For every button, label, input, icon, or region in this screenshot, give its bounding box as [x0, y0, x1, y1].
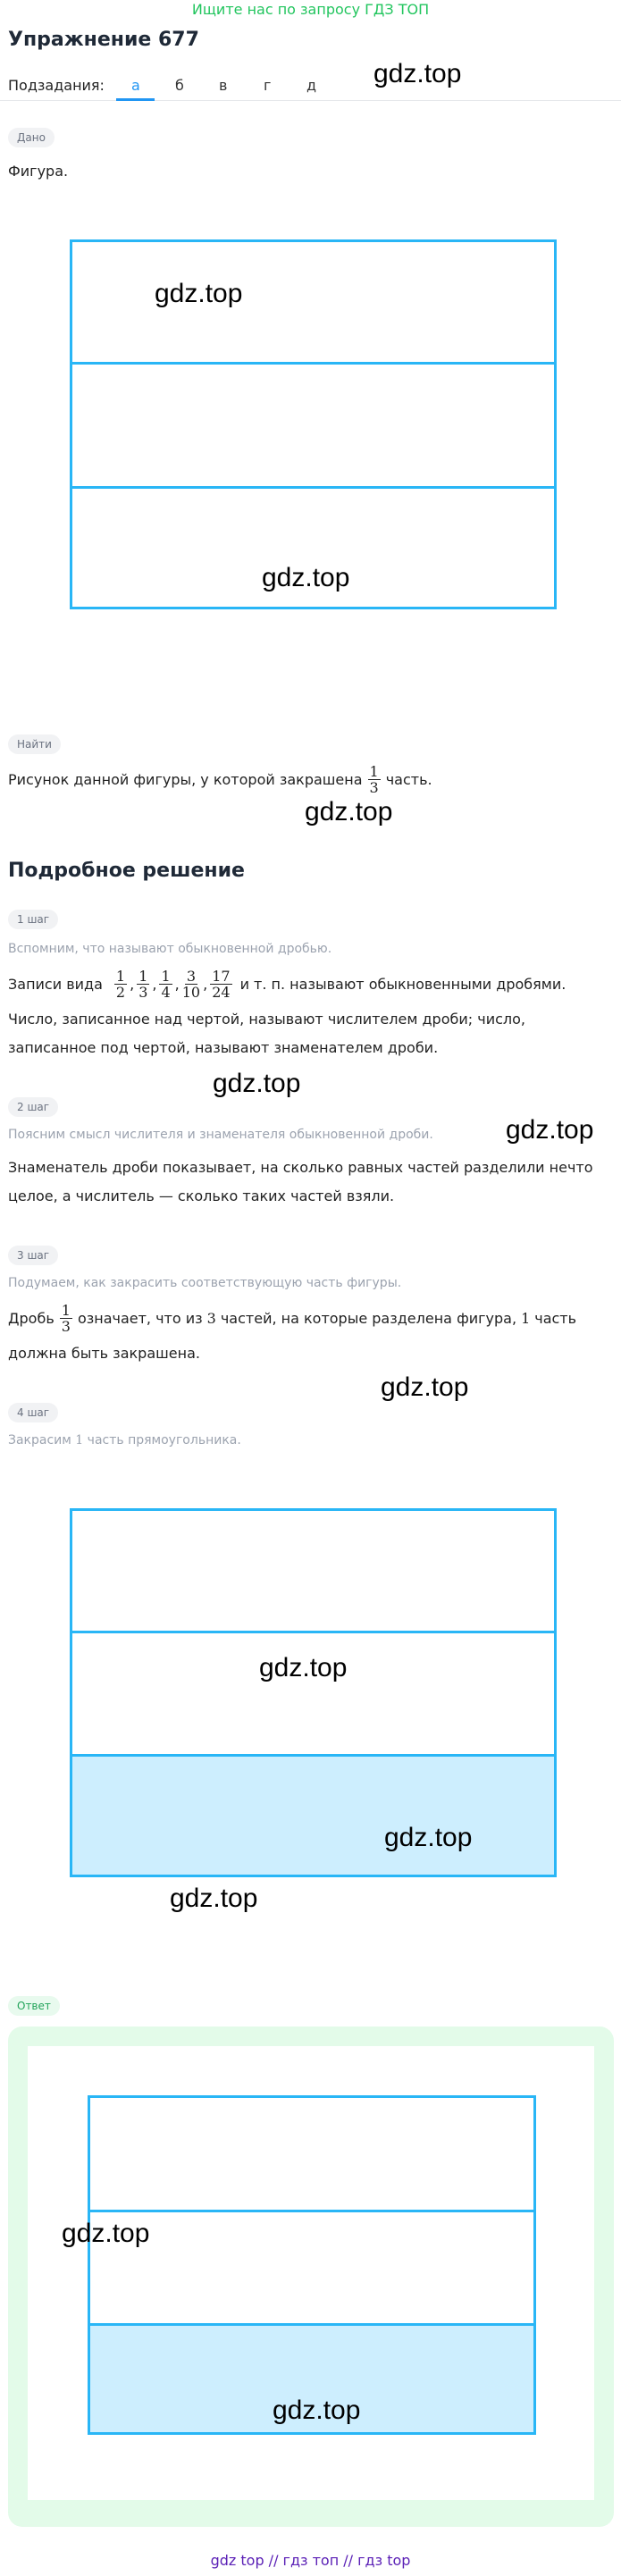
fraction-17-24: $\frac{17}{24}$ — [212, 968, 231, 1001]
watermark: gdz.top — [262, 563, 350, 592]
figure-rectangle — [70, 239, 557, 609]
step3-line1-before: Дробь — [8, 1309, 55, 1327]
watermark: gdz.top — [155, 279, 243, 308]
step3-number-3: 3 — [206, 1309, 216, 1327]
step3-line2: должна быть закрашена. — [8, 1345, 200, 1362]
fraction-1-3: $\frac{1}{3}$ — [138, 968, 148, 1001]
step1-line1: Записи вида $\frac{1}{2}$ , $\frac{1}{3}$ , $\frac{1}{4}$ , $\frac{3}{10}$ , $\frac{17}{24}$ и т. п. называют обыкновенными дробями. — [8, 968, 566, 1001]
watermark: gdz.top — [213, 1069, 301, 1098]
step1-line1-after: и т. п. называют обыкновенными дробями. — [239, 975, 566, 993]
fraction-1-2: $\frac{1}{2}$ — [115, 968, 126, 1001]
watermark: gdz.top — [62, 2219, 150, 2248]
answer-figure-divider-2 — [88, 2323, 536, 2326]
step3-line1-mid: означает, что из — [77, 1309, 203, 1327]
step1-badge: 1 шаг — [8, 910, 58, 929]
step3-line1-end: часть — [534, 1309, 577, 1327]
step3-line1-after: частей, на которые разделена фигура, — [220, 1309, 517, 1327]
watermark: gdz.top — [273, 2396, 361, 2425]
step3-fraction: $\frac{1}{3}$ — [61, 1302, 71, 1335]
step3-number-1: 1 — [521, 1309, 531, 1327]
watermark: gdz.top — [259, 1653, 348, 1682]
fraction-3-10: $\frac{3}{10}$ — [181, 968, 201, 1001]
subtasks-label: Подзадания: — [8, 77, 105, 94]
tabs-divider — [0, 100, 621, 101]
figure2-rectangle — [70, 1508, 557, 1877]
solution-title: Подробное решение — [8, 860, 245, 882]
step2-hint: Поясним смысл числителя и знаменателя обыкновенной дроби. — [8, 1128, 433, 1142]
step4-hint-number: 1 — [75, 1433, 84, 1447]
answer-figure-rectangle — [88, 2095, 536, 2435]
step3-line1 — [8, 1303, 576, 1334]
watermark: gdz.top — [384, 1823, 473, 1852]
figure2-divider-1 — [70, 1631, 557, 1633]
step4-hint-after: часть прямоугольника. — [87, 1433, 241, 1447]
find-fraction: $\frac{1}{3}$ — [369, 763, 379, 796]
tab-d[interactable]: д — [306, 77, 317, 94]
tab-v[interactable]: в — [219, 77, 228, 94]
figure2-divider-2 — [70, 1754, 557, 1757]
step2-line2: целое, а числитель — сколько таких частей взяли. — [8, 1187, 395, 1204]
step4-hint-before: Закрасим — [8, 1433, 71, 1447]
step1-hint: Вспомним, что называют обыкновенной дробью. — [8, 942, 332, 956]
answer-figure-divider-1 — [88, 2210, 536, 2212]
top-search-link[interactable]: Ищите нас по запросу ГДЗ ТОП — [191, 1, 430, 18]
step3-badge: 3 шаг — [8, 1246, 58, 1265]
figure-divider-2 — [70, 486, 557, 489]
step4-badge: 4 шаг — [8, 1403, 58, 1422]
find-text-before: Рисунок данной фигуры, у которой закрашена — [8, 770, 363, 788]
step1-line2: Число, записанное над чертой, называют числителем дроби; число, — [8, 1011, 525, 1028]
find-text-after: часть. — [385, 770, 432, 788]
find-badge: Найти — [8, 734, 61, 754]
active-tab-underline — [116, 98, 155, 101]
watermark: gdz.top — [381, 1372, 469, 1402]
watermark: gdz.top — [373, 59, 462, 88]
footer-links[interactable]: gdz top // гдз топ // гдз top — [210, 2552, 411, 2569]
tab-a[interactable]: а — [131, 77, 140, 94]
fraction-1-4: $\frac{1}{4}$ — [161, 968, 171, 1001]
answer-badge: Ответ — [8, 1996, 60, 2016]
tab-b[interactable]: б — [175, 77, 184, 94]
given-text: Фигура. — [8, 163, 69, 180]
step1-line1-before: Записи вида — [8, 975, 103, 993]
watermark: gdz.top — [305, 797, 393, 827]
watermark: gdz.top — [170, 1884, 258, 1913]
given-badge: Дано — [8, 128, 55, 147]
step2-line1: Знаменатель дроби показывает, на сколько равных частей разделили нечто — [8, 1159, 593, 1176]
step1-line3: записанное под чертой, называют знаменателем дроби. — [8, 1039, 439, 1056]
figure-divider-1 — [70, 362, 557, 365]
find-text — [8, 764, 432, 795]
tab-g[interactable]: г — [264, 77, 272, 94]
step4-hint — [8, 1433, 241, 1447]
step2-badge: 2 шаг — [8, 1097, 58, 1117]
step3-hint: Подумаем, как закрасить соответствующую часть фигуры. — [8, 1276, 402, 1290]
page-title: Упражнение 677 — [8, 29, 199, 51]
watermark: gdz.top — [506, 1115, 594, 1145]
